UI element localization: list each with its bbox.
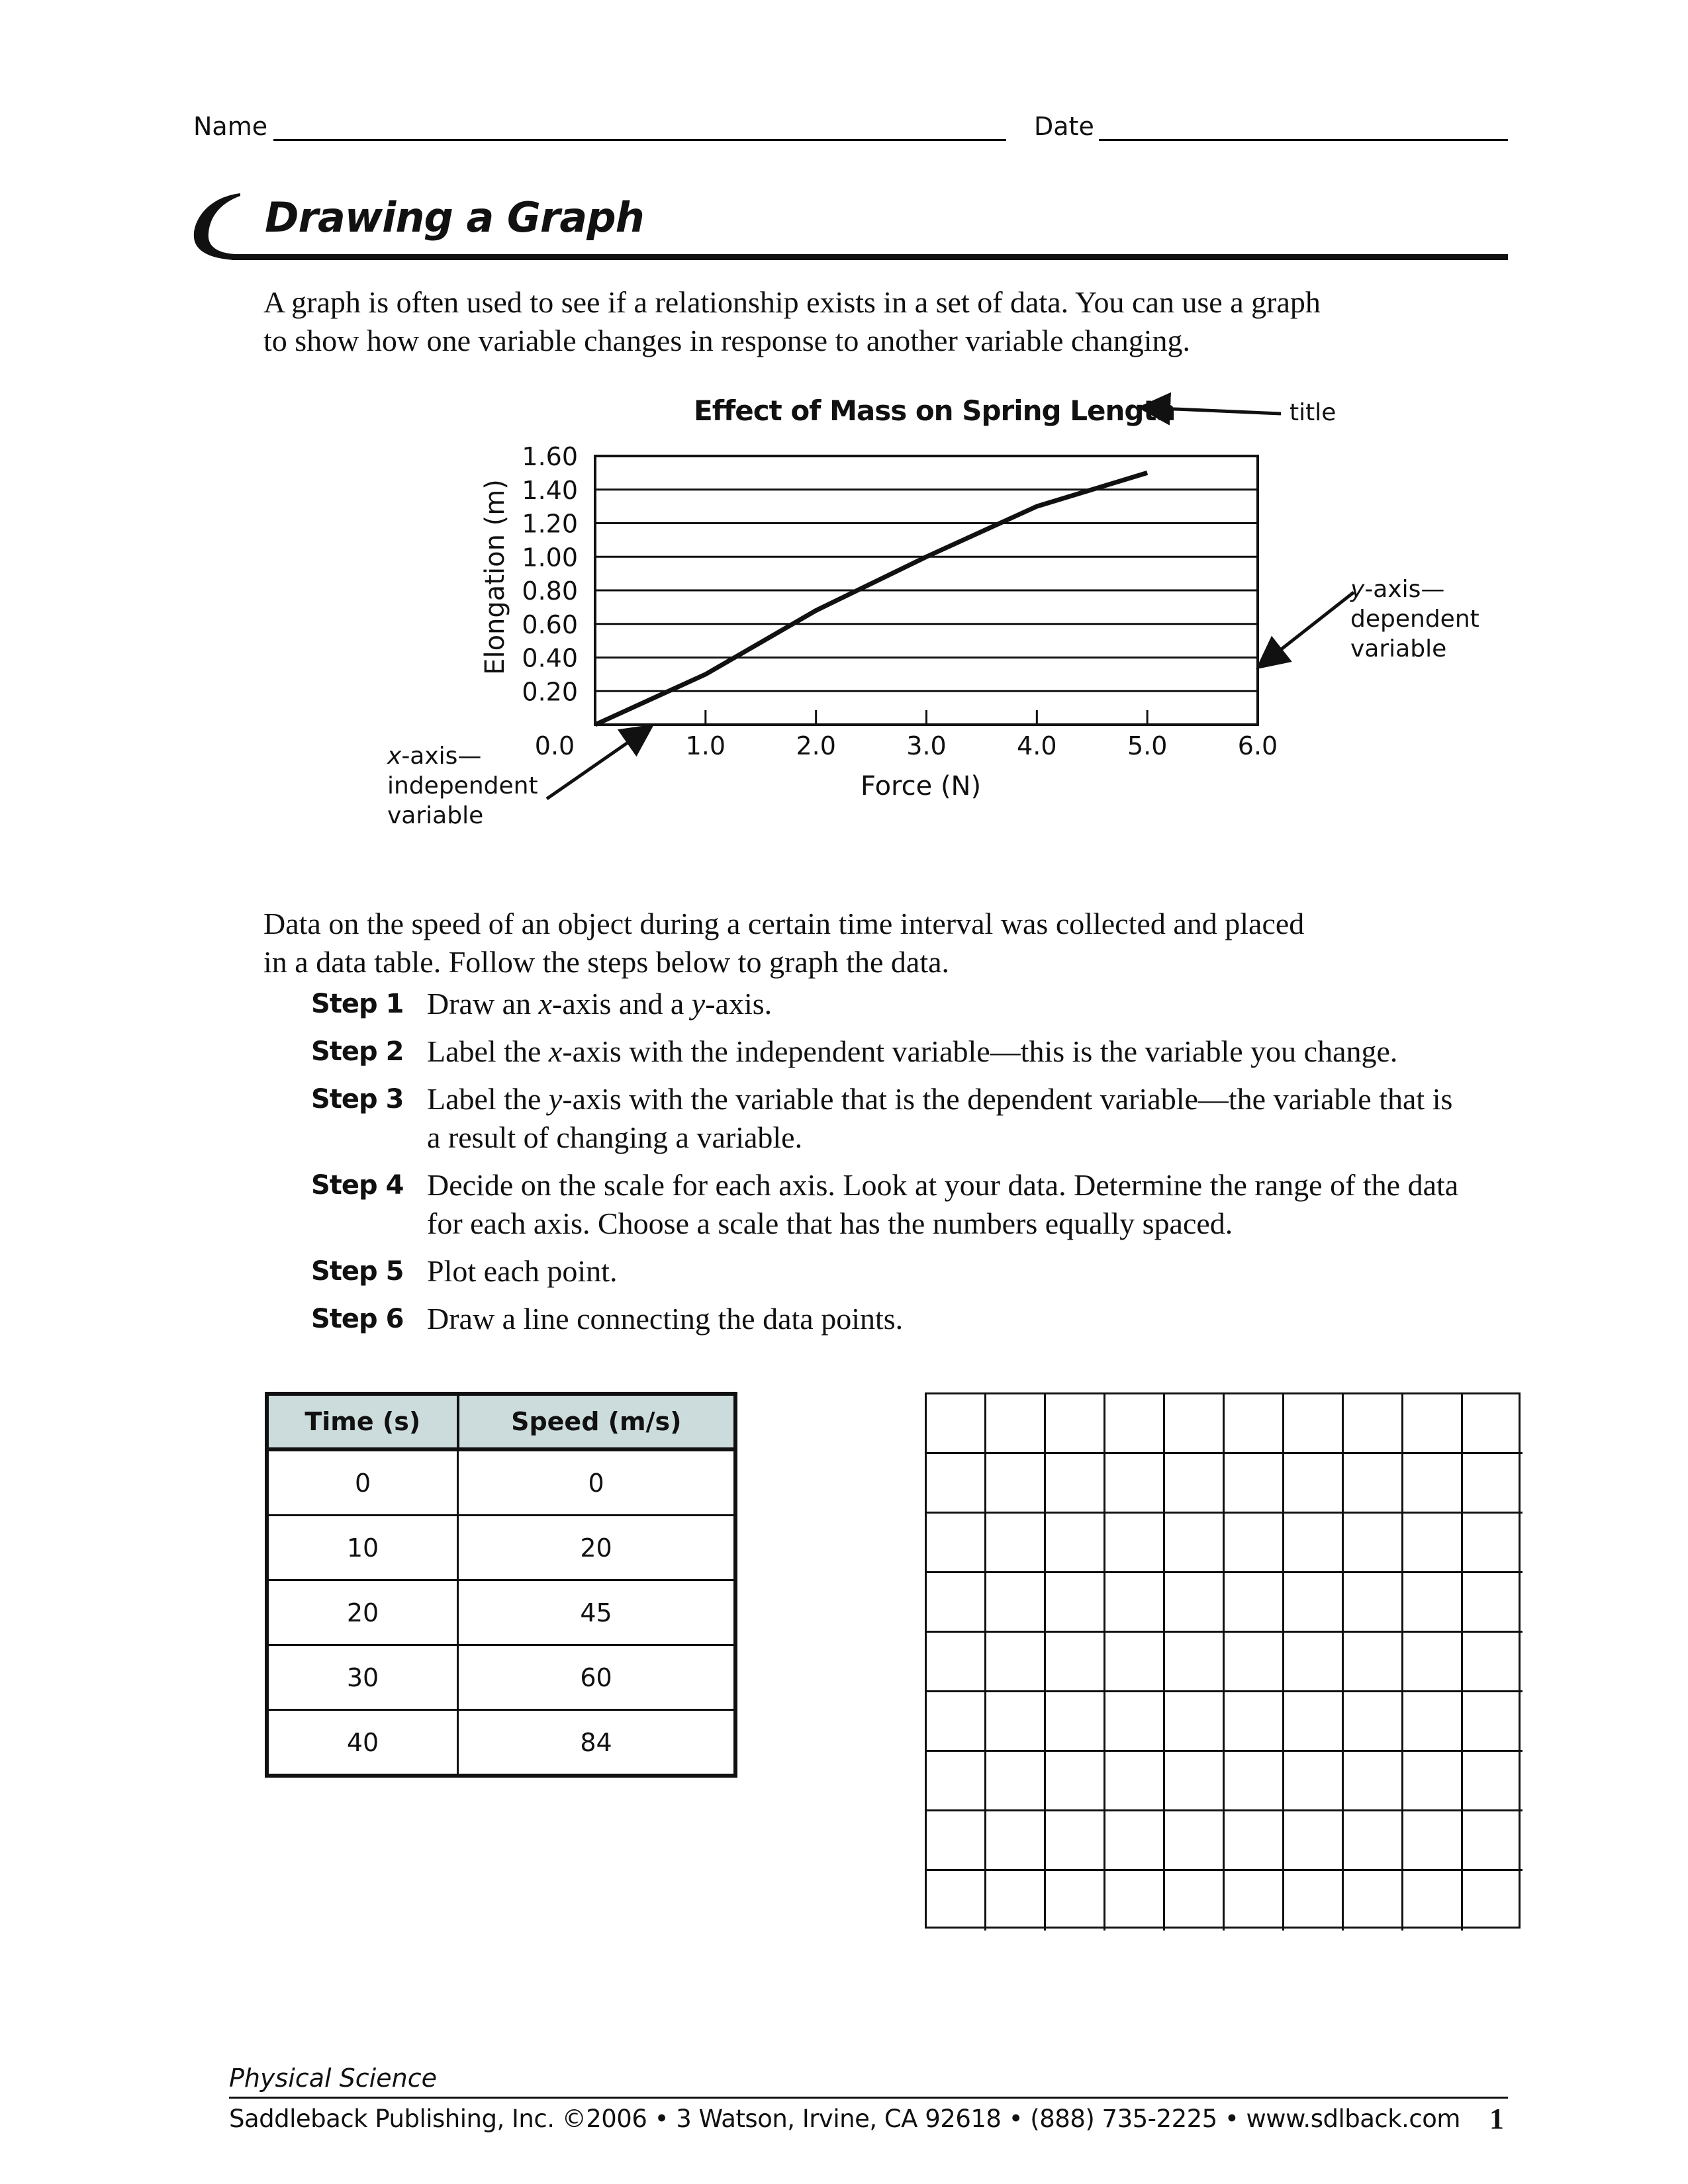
grid-cell[interactable]: [927, 1573, 986, 1633]
grid-cell[interactable]: [1344, 1454, 1403, 1514]
grid-cell[interactable]: [1463, 1573, 1523, 1633]
x-callout-line-3: variable: [387, 802, 484, 829]
grid-cell[interactable]: [986, 1871, 1046, 1931]
title-callout-label: title: [1289, 399, 1336, 426]
grid-cell[interactable]: [1284, 1573, 1344, 1633]
blank-graph-grid[interactable]: [925, 1392, 1521, 1929]
grid-cell[interactable]: [1225, 1871, 1284, 1931]
svg-text:5.0: 5.0: [1127, 731, 1168, 760]
grid-cell[interactable]: [1344, 1811, 1403, 1871]
grid-cell[interactable]: [927, 1633, 986, 1692]
instructions-line-1: Data on the speed of an object during a certain time interval was collected and placed: [263, 907, 1305, 940]
grid-cell[interactable]: [1165, 1871, 1225, 1931]
grid-cell[interactable]: [927, 1514, 986, 1573]
grid-cell[interactable]: [986, 1394, 1046, 1454]
speed-cell: 45: [458, 1580, 735, 1645]
grid-cell[interactable]: [1105, 1454, 1165, 1514]
svg-text:0.40: 0.40: [522, 643, 578, 673]
chart-svg: [0, 0, 1688, 860]
time-cell: 40: [267, 1710, 458, 1776]
intro-line-1: A graph is often used to see if a relationship exists in a set of data. You can use a graph: [263, 285, 1321, 319]
name-label: Name: [193, 112, 268, 141]
grid-cell[interactable]: [1463, 1871, 1523, 1931]
grid-cell[interactable]: [1344, 1871, 1403, 1931]
speed-cell: 20: [458, 1516, 735, 1580]
grid-cell[interactable]: [986, 1811, 1046, 1871]
svg-text:6.0: 6.0: [1237, 731, 1278, 760]
svg-text:2.0: 2.0: [796, 731, 836, 760]
grid-cell[interactable]: [1225, 1573, 1284, 1633]
speed-cell: 60: [458, 1645, 735, 1710]
grid-cell[interactable]: [1403, 1514, 1463, 1573]
grid-cell[interactable]: [1225, 1811, 1284, 1871]
grid-cell[interactable]: [1403, 1752, 1463, 1811]
grid-cell[interactable]: [986, 1633, 1046, 1692]
grid-cell[interactable]: [1284, 1394, 1344, 1454]
grid-cell[interactable]: [986, 1752, 1046, 1811]
grid-cell[interactable]: [1225, 1454, 1284, 1514]
grid-cell[interactable]: [1105, 1752, 1165, 1811]
step-label: Step 1: [311, 989, 404, 1019]
svg-text:4.0: 4.0: [1017, 731, 1057, 760]
step-text: Plot each point.: [427, 1254, 618, 1288]
table-row: [267, 1449, 735, 1516]
column-header-time: Time (s): [267, 1394, 458, 1449]
svg-text:0.20: 0.20: [522, 677, 578, 707]
speed-cell: 0: [458, 1449, 735, 1516]
grid-cell[interactable]: [1463, 1692, 1523, 1752]
grid-cell[interactable]: [1165, 1454, 1225, 1514]
grid-cell[interactable]: [1046, 1811, 1105, 1871]
y-axis-callout: y-axis— dependent variable: [1350, 576, 1479, 662]
grid-cell[interactable]: [1165, 1692, 1225, 1752]
footer-rule: [229, 2097, 1508, 2099]
step-item: [311, 1300, 1503, 1338]
step-item: [311, 1032, 1503, 1071]
grid-cell[interactable]: [1463, 1811, 1523, 1871]
date-label: Date: [1034, 112, 1094, 141]
step-item: [311, 1080, 1503, 1157]
grid-cell[interactable]: [986, 1573, 1046, 1633]
step-label: Step 3: [311, 1084, 404, 1115]
table-row: [267, 1516, 735, 1580]
grid-cell[interactable]: [1165, 1633, 1225, 1692]
grid-cell[interactable]: [927, 1811, 986, 1871]
grid-cell[interactable]: [1046, 1454, 1105, 1514]
step-text: Decide on the scale for each axis. Look at your data. Determine the range of the data for each axis. Choose a scale that has the numbers equally spaced.: [427, 1168, 1459, 1240]
step-item: [311, 985, 1503, 1023]
column-header-speed: Speed (m/s): [458, 1394, 735, 1449]
grid-cell[interactable]: [1344, 1514, 1403, 1573]
grid-cell[interactable]: [1046, 1633, 1105, 1692]
grid-cell[interactable]: [1105, 1692, 1165, 1752]
y-axis-callout-arrow: [1261, 592, 1354, 665]
grid-cell[interactable]: [1046, 1514, 1105, 1573]
svg-text:1.0: 1.0: [685, 731, 726, 760]
grid-cell[interactable]: [1284, 1514, 1344, 1573]
grid-cell[interactable]: [1046, 1394, 1105, 1454]
grid-cell[interactable]: [1463, 1633, 1523, 1692]
grid-cell[interactable]: [927, 1871, 986, 1931]
grid-cell[interactable]: [1105, 1871, 1165, 1931]
svg-text:1.20: 1.20: [522, 509, 578, 539]
chart-gridlines: [595, 456, 1258, 691]
grid-cell[interactable]: [1105, 1514, 1165, 1573]
steps-list: [311, 985, 1503, 1347]
grid-cell[interactable]: [1165, 1514, 1225, 1573]
grid-cell[interactable]: [1403, 1811, 1463, 1871]
grid-cell[interactable]: [1403, 1871, 1463, 1931]
svg-text:1.00: 1.00: [522, 543, 578, 572]
svg-text:0.0: 0.0: [534, 731, 575, 760]
svg-text:0.60: 0.60: [522, 610, 578, 639]
chart-data-line: [595, 473, 1147, 725]
grid-cell[interactable]: [1284, 1454, 1344, 1514]
time-cell: 30: [267, 1645, 458, 1710]
grid-cell[interactable]: [1225, 1633, 1284, 1692]
y-callout-line-3: variable: [1350, 635, 1447, 662]
time-cell: 20: [267, 1580, 458, 1645]
grid-cell[interactable]: [1046, 1573, 1105, 1633]
table-row: [267, 1645, 735, 1710]
grid-cell[interactable]: [1463, 1752, 1523, 1811]
step-label: Step 2: [311, 1036, 404, 1067]
step-text: Draw a line connecting the data points.: [427, 1302, 904, 1336]
grid-cell[interactable]: [1225, 1514, 1284, 1573]
grid-cell[interactable]: [1463, 1454, 1523, 1514]
x-callout-line-1: -axis—: [401, 743, 482, 770]
grid-cell[interactable]: [1344, 1752, 1403, 1811]
grid-cell[interactable]: [1403, 1573, 1463, 1633]
grid-cell[interactable]: [1225, 1692, 1284, 1752]
grid-cell[interactable]: [1165, 1752, 1225, 1811]
time-cell: 10: [267, 1516, 458, 1580]
grid-cell[interactable]: [1344, 1573, 1403, 1633]
grid-cell[interactable]: [927, 1692, 986, 1752]
x-callout-line-2: independent: [387, 772, 538, 799]
y-callout-line-1: -axis—: [1364, 576, 1445, 603]
grid-cell[interactable]: [1105, 1811, 1165, 1871]
grid-cell[interactable]: [1403, 1692, 1463, 1752]
grid-cell[interactable]: [1165, 1811, 1225, 1871]
grid-cell[interactable]: [986, 1454, 1046, 1514]
grid-cell[interactable]: [1344, 1633, 1403, 1692]
grid-cell[interactable]: [1344, 1394, 1403, 1454]
grid-cell[interactable]: [1225, 1752, 1284, 1811]
grid-cell[interactable]: [986, 1514, 1046, 1573]
chart-y-axis-label: Elongation (m): [480, 479, 510, 675]
grid-cell[interactable]: [1105, 1633, 1165, 1692]
example-chart: [0, 0, 1688, 860]
grid-cell[interactable]: [1284, 1752, 1344, 1811]
grid-cell[interactable]: [927, 1454, 986, 1514]
grid-cell[interactable]: [1105, 1573, 1165, 1633]
grid-cell[interactable]: [1463, 1394, 1523, 1454]
step-text: Label the x-axis with the independent variable—this is the variable you change.: [427, 1034, 1398, 1068]
step-item: [311, 1252, 1503, 1291]
step-item: [311, 1166, 1503, 1243]
grid-cell[interactable]: [1165, 1573, 1225, 1633]
grid-cell[interactable]: [1046, 1692, 1105, 1752]
grid-cell[interactable]: [1284, 1692, 1344, 1752]
grid-cell[interactable]: [1284, 1811, 1344, 1871]
svg-text:1.40: 1.40: [522, 475, 578, 505]
step-text: Draw an x-axis and a y-axis.: [427, 987, 773, 1021]
grid-cell[interactable]: [1403, 1394, 1463, 1454]
svg-text:1.60: 1.60: [522, 442, 578, 471]
grid-cell[interactable]: [1403, 1633, 1463, 1692]
speed-cell: 84: [458, 1710, 735, 1776]
chart-title: Effect of Mass on Spring Length: [694, 394, 1176, 427]
grid-cell[interactable]: [1463, 1514, 1523, 1573]
grid-cell[interactable]: [1105, 1394, 1165, 1454]
x-axis-callout: x-axis— independent variable: [387, 743, 538, 829]
grid-cell[interactable]: [1344, 1692, 1403, 1752]
grid-cell[interactable]: [986, 1692, 1046, 1752]
footer-copyright: Saddleback Publishing, Inc. ©2006 • 3 Watson, Irvine, CA 92618 • (888) 735-2225 • www.sdlback.com: [229, 2105, 1460, 2133]
svg-text:3.0: 3.0: [906, 731, 947, 760]
grid-cell[interactable]: [1403, 1454, 1463, 1514]
table-row: [267, 1710, 735, 1776]
footer-subject: Physical Science: [229, 2064, 437, 2093]
grid-cell[interactable]: [1284, 1871, 1344, 1931]
table-row: [267, 1580, 735, 1645]
grid-cell[interactable]: [1165, 1394, 1225, 1454]
grid-cell[interactable]: [1046, 1752, 1105, 1811]
grid-cell[interactable]: [927, 1752, 986, 1811]
chart-x-axis-label: Force (N): [861, 771, 982, 801]
instructions-line-2: in a data table. Follow the steps below to graph the data.: [263, 945, 950, 979]
intro-line-2: to show how one variable changes in response to another variable changing.: [263, 324, 1191, 357]
speed-data-table: [265, 1392, 737, 1778]
step-text: Label the y-axis with the variable that is the dependent variable—the variable that is a result of changing a variable.: [427, 1082, 1453, 1154]
step-label: Step 4: [311, 1170, 404, 1201]
time-cell: 0: [267, 1449, 458, 1516]
grid-cell[interactable]: [1284, 1633, 1344, 1692]
y-callout-line-2: dependent: [1350, 606, 1479, 633]
step-label: Step 5: [311, 1256, 404, 1287]
step-label: Step 6: [311, 1304, 404, 1334]
grid-cell[interactable]: [1225, 1394, 1284, 1454]
grid-cell[interactable]: [927, 1394, 986, 1454]
grid-cell[interactable]: [1046, 1871, 1105, 1931]
page-title: Drawing a Graph: [265, 193, 644, 242]
svg-text:0.80: 0.80: [522, 576, 578, 606]
instructions-paragraph: [263, 905, 1521, 981]
page-number: 1: [1489, 2103, 1504, 2135]
